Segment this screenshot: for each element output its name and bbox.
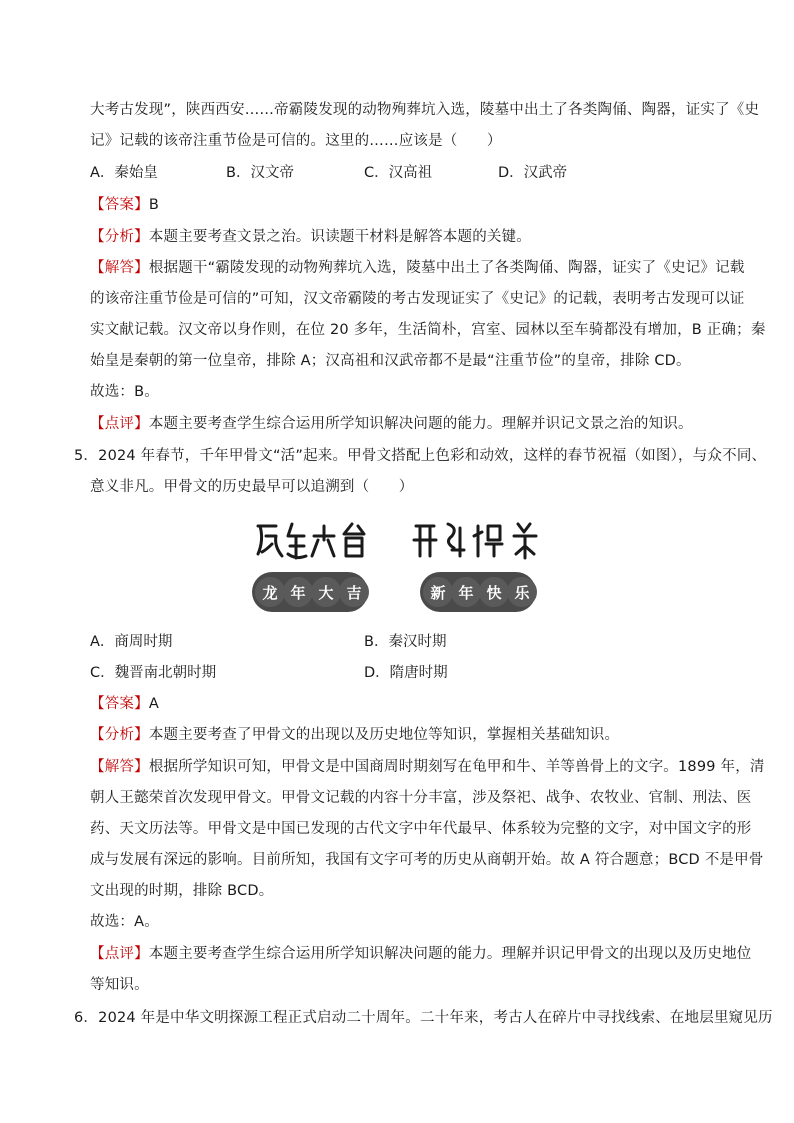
q6-number: 6．	[74, 1010, 99, 1026]
q4-solution-line2: 的该帝注重节俭是可信的”可知，汉文帝霸陵的考古发现证实了《史记》的记载，表明考古发现可以证	[90, 291, 745, 307]
q6-stem-text: 2024 年是中华文明探源工程正式启动二十周年。二十年来，考古人在碎片中寻找线索、在地层里窥见历	[98, 1010, 773, 1026]
q5-solution-line2: 朝人王懿荣首次发现甲骨文。甲骨文记载的内容十分丰富，涉及祭祀、战争、农牧业、官制、刑法、医	[90, 790, 752, 806]
q4-stem-line2: 记》记载的该帝注重节俭是可信的。这里的……应该是（ ）	[90, 133, 502, 149]
q6-stem-line1	[74, 1008, 773, 1028]
q4-option-a: A．秦始皇	[90, 165, 158, 181]
q5-number: 5．	[74, 448, 99, 464]
q4-answer	[90, 195, 730, 215]
q4-stem-line1: 大考古发现”，陕西西安……帝霸陵发现的动物殉葬坑入选，陵墓中出土了各类陶俑、陶器，证实了《史	[90, 102, 760, 118]
q5-answer	[90, 694, 730, 714]
analysis-tag: 【分析】	[90, 727, 149, 743]
left-caption-3: 大	[318, 584, 334, 602]
q5-choose: 故选：A。	[90, 914, 159, 930]
comment-tag: 【点评】	[90, 416, 149, 432]
right-caption-2: 年	[458, 584, 474, 602]
q5-option-d: D．隋唐时期	[364, 665, 448, 681]
q5-stem-line2: 意义非凡。甲骨文的历史最早可以追溯到（ ）	[90, 479, 414, 495]
q4-comment	[90, 414, 730, 434]
right-caption-4: 乐	[514, 584, 530, 602]
q5-option-a: A．商周时期	[90, 634, 173, 650]
q5-solution-line4: 成与发展有深远的影响。目前所知，我国有文字可考的历史从商朝开始。故 A 符合题意；BCD 不是甲骨	[90, 852, 764, 868]
analysis-text: 本题主要考查了甲骨文的出现以及历史地位等知识，掌握相关基础知识。	[148, 727, 620, 743]
q4-solution-line1	[90, 258, 745, 278]
solution-tag: 【解答】	[90, 759, 149, 775]
q5-comment-line2: 等知识。	[90, 977, 149, 993]
solution-text: 根据所学知识可知，甲骨文是中国商周时期刻写在龟甲和牛、羊等兽骨上的文字。1899 年，清	[148, 759, 765, 775]
right-caption-1: 新	[430, 584, 446, 602]
analysis-text: 本题主要考查文景之治。识读题干材料是解答本题的关键。	[148, 229, 532, 245]
q5-solution-line3: 药、天文历法等。甲骨文是中国已发现的古代文字中年代最早、体系较为完整的文字，对中国文字的形	[90, 821, 752, 837]
q5-analysis	[90, 725, 730, 745]
q4-option-d: D．汉武帝	[498, 165, 568, 181]
solution-tag: 【解答】	[90, 260, 149, 276]
q5-stem-text: 2024 年春节，千年甲骨文“活”起来。甲骨文搭配上色彩和动效，这样的春节祝福（如图），与众不同、	[98, 448, 767, 464]
q5-stem-line1	[74, 446, 767, 466]
q4-solution-line3: 实文献记载。汉文帝以身作则，在位 20 多年，生活简朴，宫室、园林以至车骑都没有增加，B 正确；秦	[90, 322, 766, 338]
oracle-bone-greeting-image	[248, 514, 562, 618]
left-caption-1: 龙	[262, 584, 278, 602]
q4-option-b: B．汉文帝	[226, 165, 294, 181]
q5-option-c: C．魏晋南北朝时期	[90, 665, 217, 681]
answer-tag: 【答案】	[90, 696, 149, 712]
analysis-tag: 【分析】	[90, 229, 149, 245]
q5-comment-line1	[90, 944, 752, 964]
q5-option-b: B．秦汉时期	[364, 634, 447, 650]
right-caption-3: 快	[486, 584, 502, 602]
q5-solution-line1	[90, 757, 765, 777]
left-caption-2: 年	[290, 584, 306, 602]
comment-text: 本题主要考查学生综合运用所学知识解决问题的能力。理解并识记甲骨文的出现以及历史地位	[148, 946, 752, 962]
q4-option-c: C．汉高祖	[364, 165, 433, 181]
q4-analysis	[90, 227, 730, 247]
left-caption-4: 吉	[346, 584, 362, 602]
answer-value: A	[148, 696, 159, 712]
oracle-bone-script-figure	[248, 514, 562, 618]
comment-tag: 【点评】	[90, 946, 149, 962]
q5-solution-line5: 文出现的时期，排除 BCD。	[90, 883, 274, 899]
solution-text: 根据题干“霸陵发现的动物殉葬坑入选，陵墓中出土了各类陶俑、陶器，证实了《史记》记载	[148, 260, 745, 276]
comment-text: 本题主要考查学生综合运用所学知识解决问题的能力。理解并识记文景之治的知识。	[148, 416, 693, 432]
q4-choose: 故选：B。	[90, 384, 159, 400]
answer-tag: 【答案】	[90, 197, 149, 213]
q4-solution-line4: 始皇是秦朝的第一位皇帝，排除 A；汉高祖和汉武帝都不是最“注重节俭”的皇帝，排除 CD。	[90, 353, 691, 369]
answer-value: B	[148, 197, 159, 213]
